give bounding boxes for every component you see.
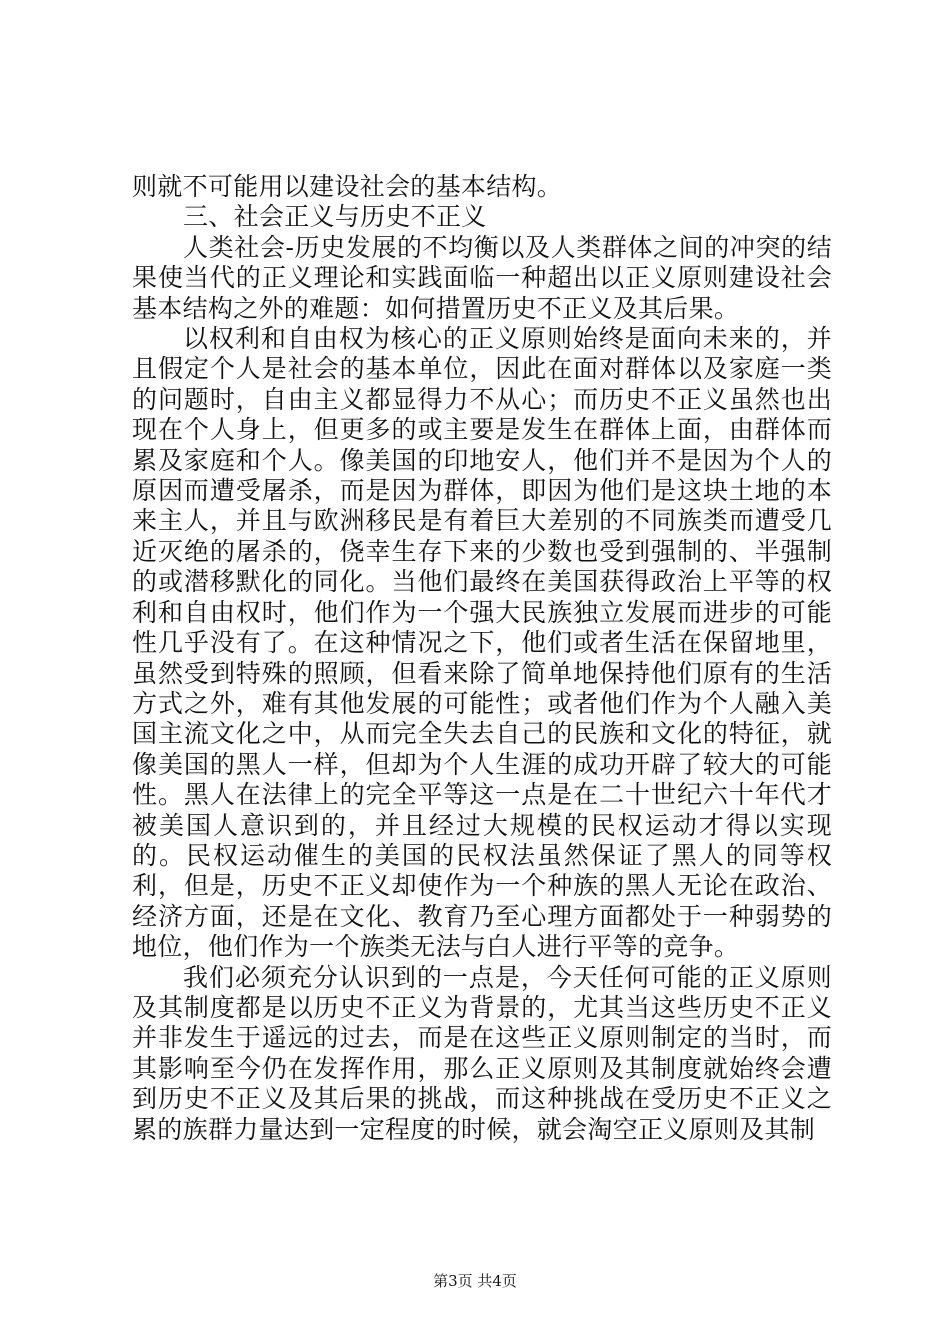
page-number: 第3页 共4页 xyxy=(433,1272,517,1290)
paragraph: 我们必须充分认识到的一点是，今天任何可能的正义原则及其制度都是以历史不正义为背景的，尤其当这些历史不正义并非发生于遥远的过去，而是在这些正义原则制定的当时，而其影响至今仍在发挥作用，那么正义原则及其制度就始终会遭到历史不正义及其后果的挑战，而这种挑战在受历史不正义之累的族群力量达到一定程度的时候，就会淘空正义原则及其制 xyxy=(132,962,832,1144)
section-heading: 三、社会正义与历史不正义 xyxy=(183,202,487,232)
paragraph: 以权利和自由权为核心的正义原则始终是面向未来的，并且假定个人是社会的基本单位，因此在面对群体以及家庭一类的问题时，自由主义都显得力不从心；而历史不正义虽然也出现在个人身上，但更多的或主要是发生在群体上面，由群体而累及家庭和个人。像美国的印地安人，他们并不是因为个人的原因而遭受屠杀，而是因为群体，即因为他们是这块土地的本来主人，并且与欧洲移民是有着巨大差别的不同族类而遭受几近灭绝的屠杀的，侥幸生存下来的少数也受到强制的、半强制的或潜移默化的同化。当他们最终在美国获得政治上平等的权利和自由权时，他们作为一个强大民族独立发展而进步的可能性几乎没有了。在这种情况之下，他们或者生活在保留地里，虽然受到特殊的照顾，但看来除了简单地保持他们原有的生活方式之外，难有其他发展的可能性；或者他们作为个人融入美国主流文化之中，从而完全失去自己的民族和文化的特征，就像美国的黑人一样，但却为个人生涯的成功开辟了较大的可能性。黑人在法律上的完全平等这一点是在二十世纪六十年代才被美国人意识到的，并且经过大规模的民权运动才得以实现的。民权运动催生的美国的民权法虽然保证了黑人的同等权利，但是，历史不正义却使作为一个种族的黑人无论在政治、经济方面，还是在文化、教育乃至心理方面都处于一种弱势的地位，他们作为一个族类无法与白人进行平等的竞争。 xyxy=(132,324,832,962)
paragraph: 人类社会-历史发展的不均衡以及人类群体之间的冲突的结果使当代的正义理论和实践面临一种超出以正义原则建设社会基本结构之外的难题：如何措置历史不正义及其后果。 xyxy=(132,232,832,323)
page-footer xyxy=(0,1271,950,1291)
paragraph-continuation: 则就不可能用以建设社会的基本结构。 xyxy=(132,172,563,201)
document-body xyxy=(132,172,832,1145)
